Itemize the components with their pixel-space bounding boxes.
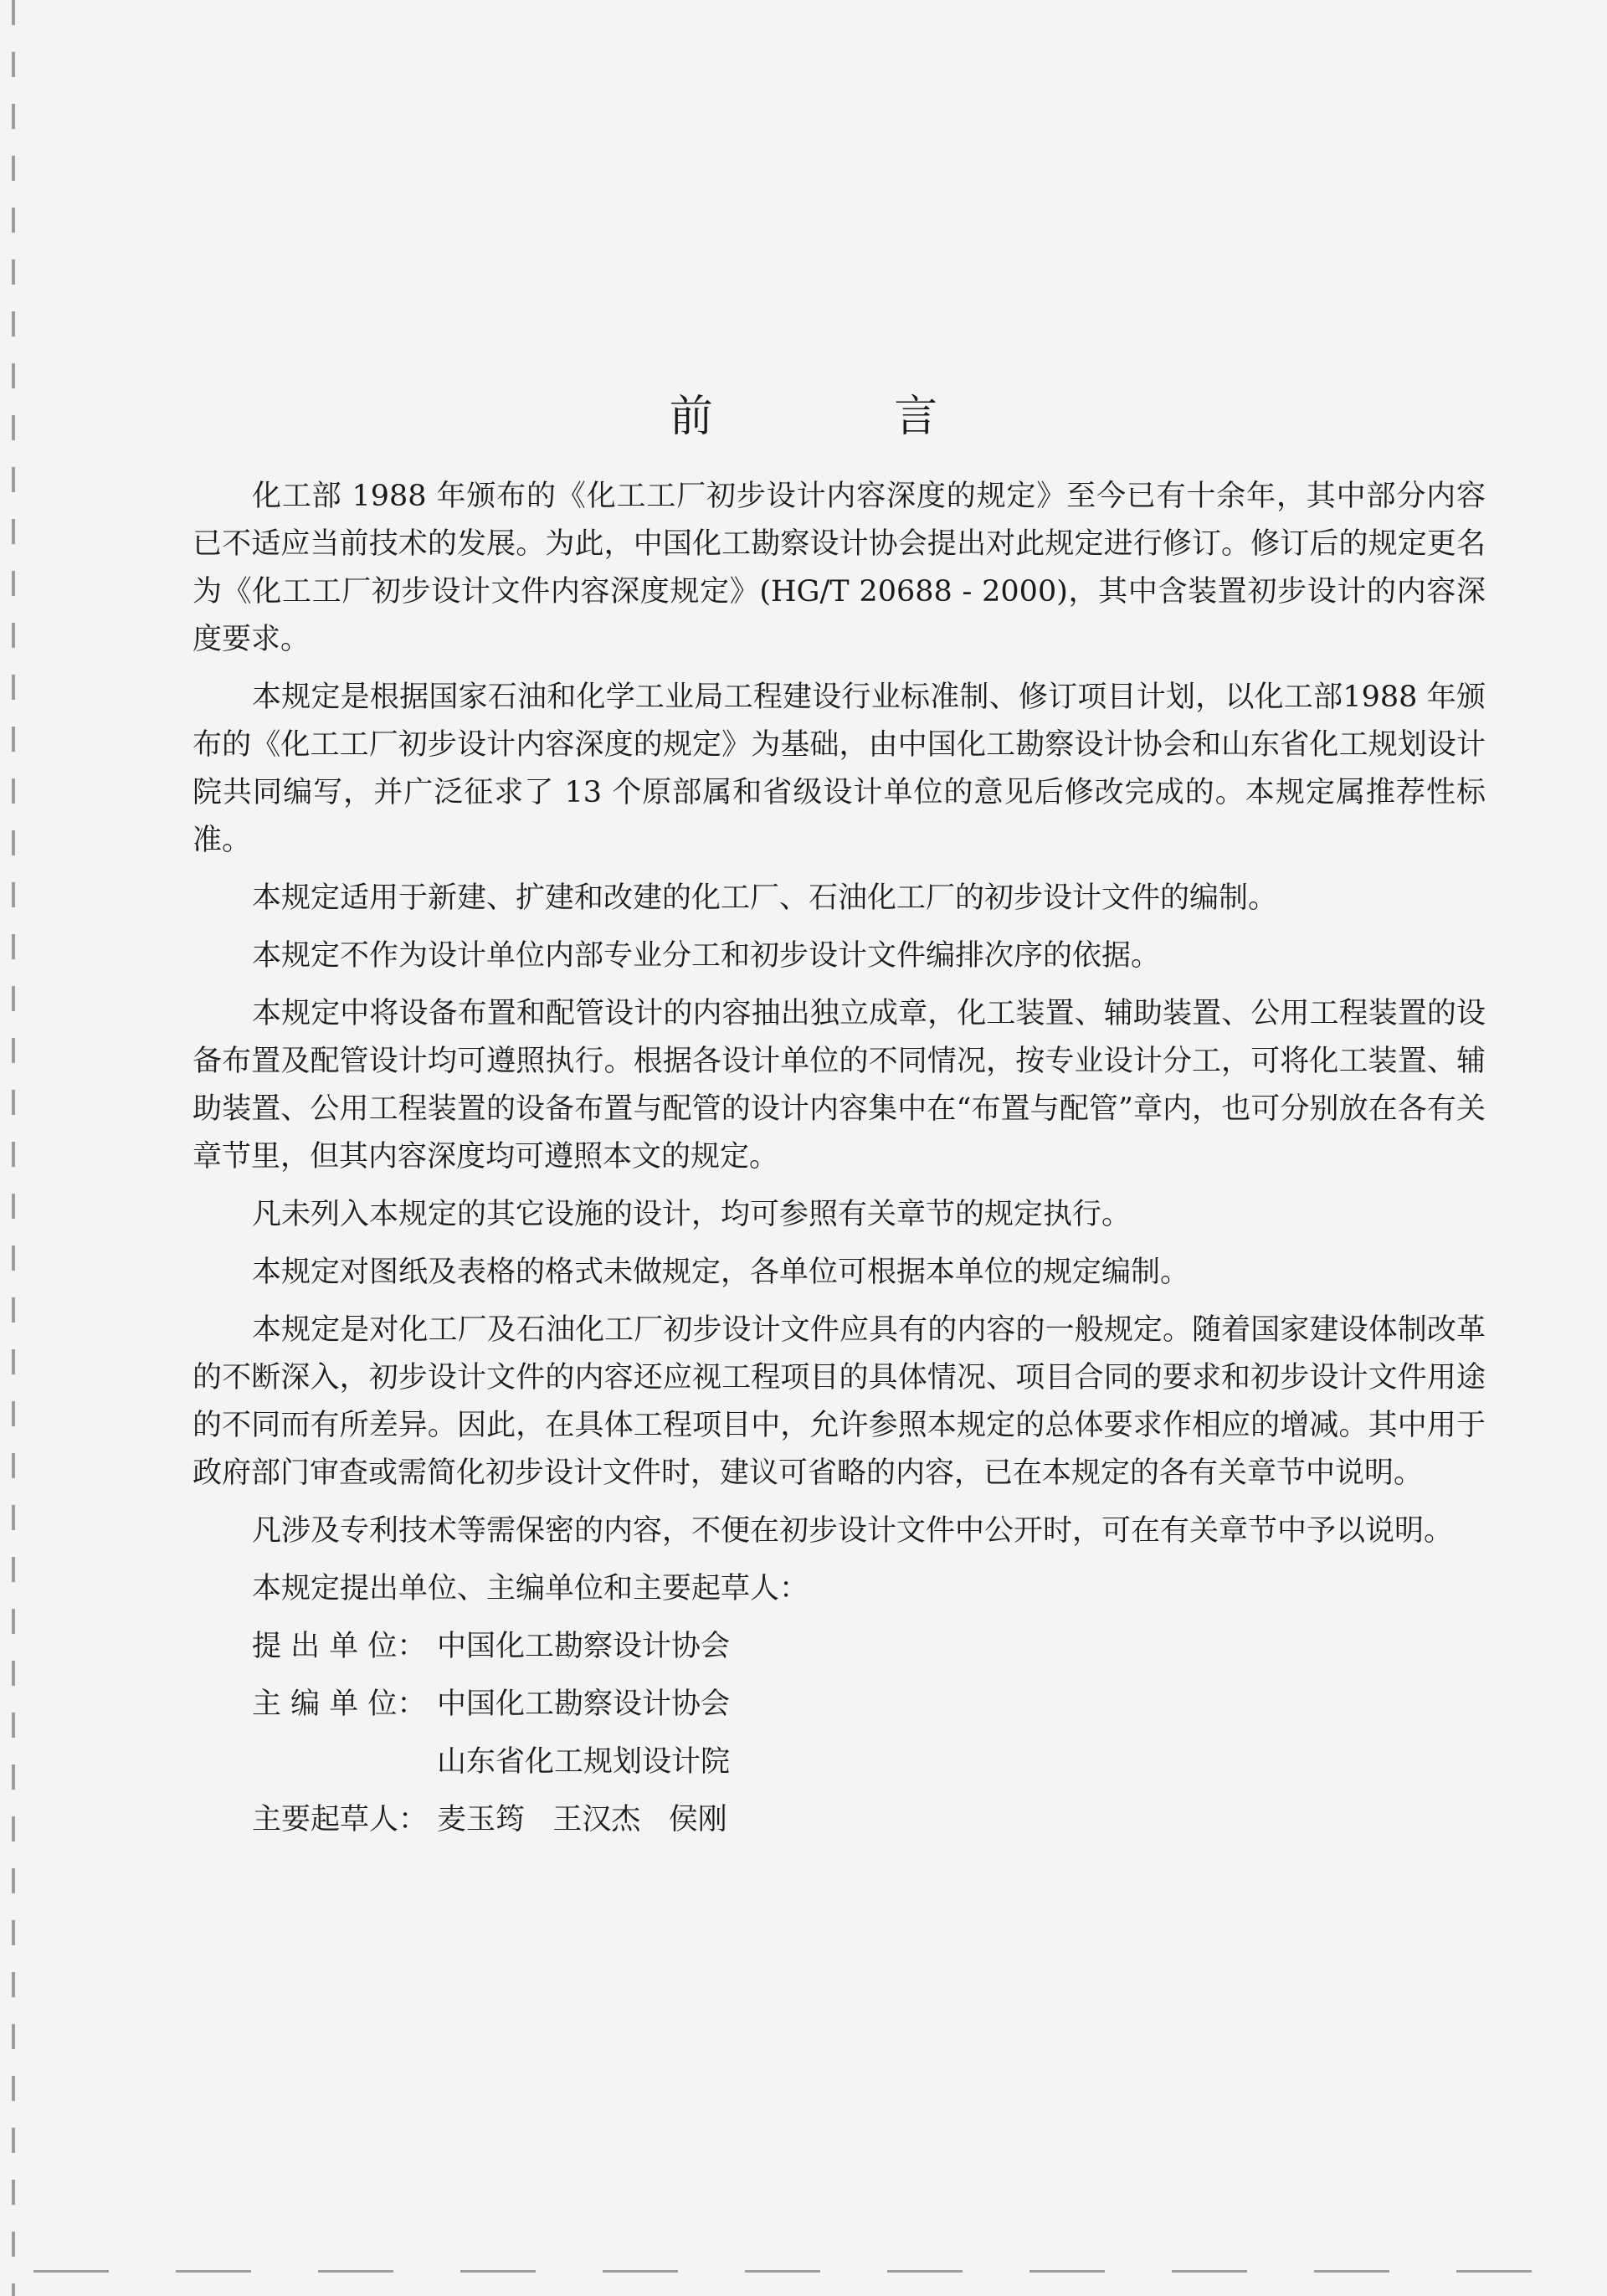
proposer-values [437,1623,730,1671]
paragraph-2: 本规定是根据国家石油和化学工业局工程建设行业标准制、修订项目计划，以化工部1988 年颁布的《化工工厂初步设计内容深度的规定》为基础，由中国化工勘察设计协会和山东省化工规划设计院共同编写，并广泛征求了 13 个原部属和省级设计单位的意见后修改完成的。本规定属推荐性标准。 [193,681,1486,857]
paragraph-9: 凡涉及专利技术等需保密的内容，不便在初步设计文件中公开时，可在有关章节中予以说明。 [252,1514,1454,1548]
paragraph-6: 凡未列入本规定的其它设施的设计，均可参照有关章节的规定执行。 [252,1198,1132,1231]
paragraph-1: 化工部 1988 年颁布的《化工工厂初步设计内容深度的规定》至今已有十余年，其中部分内容已不适应当前技术的发展。为此，中国化工勘察设计协会提出对此规定进行修订。修订后的规定更名为《化工工厂初步设计文件内容深度规定》(HG/T 20688 - 2000)，其中含装置初步设计的内容深度要求。 [193,480,1486,656]
credits-block [193,1623,1486,1844]
drafters-row [193,1796,1486,1844]
preface-body [193,473,1486,1854]
editor-value-1: 中国化工勘察设计协会 [437,1687,731,1721]
paragraph-7: 本规定对图纸及表格的格式未做规定，各单位可根据本单位的规定编制。 [252,1256,1190,1289]
paragraph-3: 本规定适用于新建、扩建和改建的化工厂、石油化工厂的初步设计文件的编制。 [252,881,1278,915]
drafters-values [437,1796,727,1844]
drafters-value: 麦玉筠 王汉杰 侯刚 [437,1803,727,1836]
page-title: 前 言 [669,391,1022,442]
editor-label: 主 编 单 位： [252,1687,427,1721]
proposer-label: 提 出 单 位： [252,1630,427,1663]
drafters-label: 主要起草人： [252,1803,429,1836]
proposer-row [193,1623,1486,1671]
scan-left-edge-mark [12,0,15,2296]
scan-bottom-edge-mark [33,2270,1590,2273]
proposer-value: 中国化工勘察设计协会 [437,1630,731,1663]
paragraph-4: 本规定不作为设计单位内部专业分工和初步设计文件编排次序的依据。 [252,939,1161,973]
paragraph-10: 本规定提出单位、主编单位和主要起草人： [252,1572,809,1605]
editor-values [437,1681,730,1786]
paragraph-5: 本规定中将设备布置和配管设计的内容抽出独立成章，化工装置、辅助装置、公用工程装置的设备布置及配管设计均可遵照执行。根据各设计单位的不同情况，按专业设计分工，可将化工装置、辅助装置、公用工程装置的设备布置与配管的设计内容集中在“布置与配管”章内，也可分别放在各有关章节里，但其内容深度均可遵照本文的规定。 [193,997,1486,1174]
editor-row [193,1681,1486,1786]
paragraph-8: 本规定是对化工厂及石油化工厂初步设计文件应具有的内容的一般规定。随着国家建设体制改革的不断深入，初步设计文件的内容还应视工程项目的具体情况、项目合同的要求和初步设计文件用途的不同而有所差异。因此，在具体工程项目中，允许参照本规定的总体要求作相应的增减。其中用于政府部门审查或需简化初步设计文件时，建议可省略的内容，已在本规定的各有关章节中说明。 [193,1313,1486,1490]
editor-value-2: 山东省化工规划设计院 [437,1745,731,1779]
